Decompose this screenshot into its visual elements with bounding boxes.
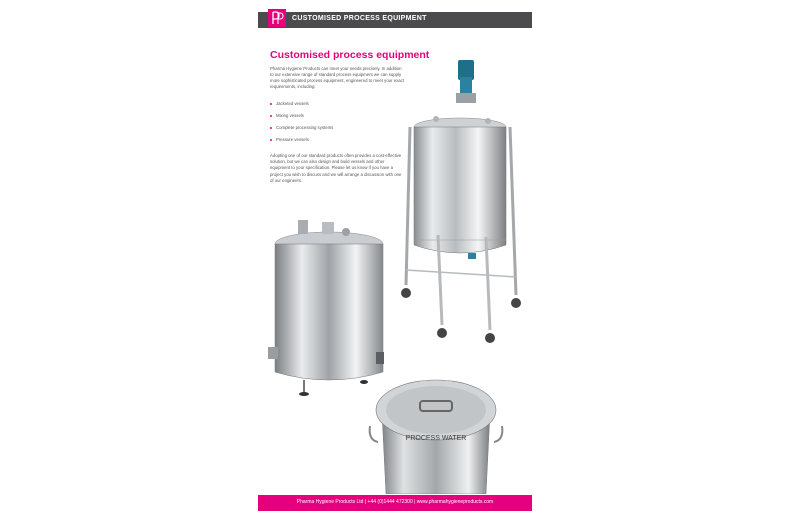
brochure-page [258,0,532,515]
header-title: CUSTOMISED PROCESS EQUIPMENT [292,15,427,22]
bin-lettering: PROCESS WATER [405,435,467,442]
equipment-list [270,101,404,149]
list-item: Complete processing systems [270,125,404,137]
lidded-bin-image [368,368,504,494]
pp-monogram-icon [268,9,286,27]
intro-paragraph: Pharma Hygiene Products can meet your needs precisely. In addition to our extensive range of standard process equipment we can supply more sophisticated process equipment, engineered to meet your exact requirements, including: [270,66,404,90]
list-item: Pressure vessels [270,137,404,149]
mixing-vessel-image [398,55,532,355]
footer-contact: Pharma Hygiene Products Ltd | +44 (0)1444 472300 | www.pharmahygieneproducts.com [296,499,494,505]
list-item: Mixing vessels [270,113,404,125]
page-heading: Customised process equipment [270,49,430,61]
body-paragraph: Adopting one of our standard products often provides a cost-effective solution, but we can also design and build vessels and other equipment to your specification. Please let us know if you have a project you wish to discuss and we will arrange a discussion with one of our engineers. [270,153,402,183]
list-item: Jacketed vessels [270,101,404,113]
